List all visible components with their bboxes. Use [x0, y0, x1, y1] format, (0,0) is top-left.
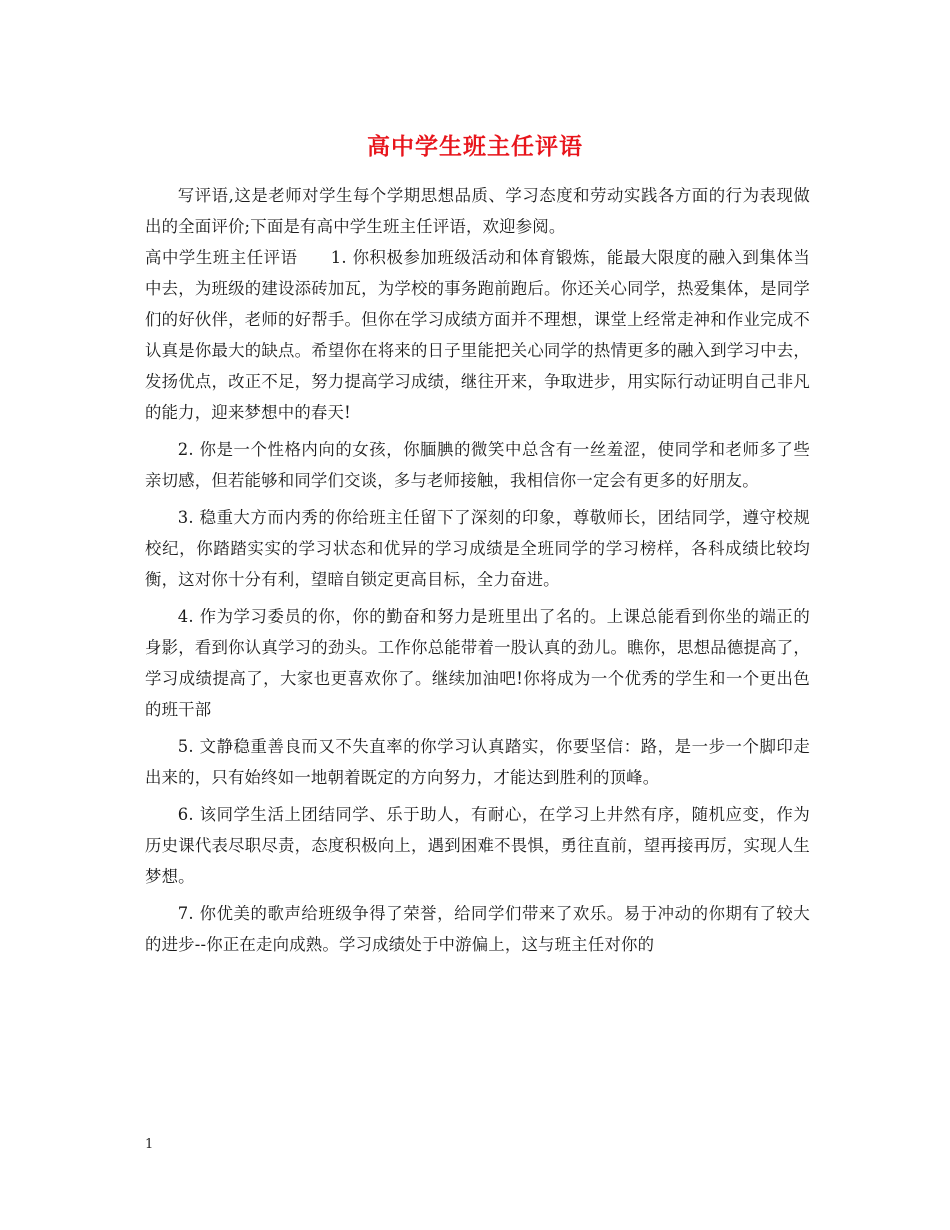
comment-item-6: 6. 该同学生活上团结同学、乐于助人，有耐心，在学习上井然有序，随机应变，作为历史课代表尽职尽责，态度积极向上，遇到困难不畏惧，勇往直前，望再接再厉，实现人生梦想。 — [145, 805, 810, 886]
page-number: 1 — [145, 1137, 154, 1152]
intro-paragraph: 写评语,这是老师对学生每个学期思想品质、学习态度和劳动实践各方面的行为表现做出的全面评价;下面是有高中学生班主任评语，欢迎参阅。 — [145, 186, 810, 236]
document-title: 高中学生班主任评语 — [367, 133, 583, 160]
comment-item-2: 2. 你是一个性格内向的女孩，你腼腆的微笑中总含有一丝羞涩，使同学和老师多了些亲切感，但若能够和同学们交谈，多与老师接触，我相信你一定会有更多的好朋友。 — [145, 440, 810, 490]
inline-heading: 高中学生班主任评语 — [145, 248, 298, 267]
comment-item-7: 7. 你优美的歌声给班级争得了荣誉，给同学们带来了欢乐。易于冲动的你期有了较大的进步--你正在走向成熟。学习成绩处于中游偏上，这与班主任对你的 — [145, 904, 810, 954]
document-body — [145, 180, 810, 960]
comment-item-3: 3. 稳重大方而内秀的你给班主任留下了深刻的印象，尊敬师长，团结同学，遵守校规校纪，你踏踏实实的学习状态和优异的学习成绩是全班同学的学习榜样，各科成绩比较均衡，这对你十分有利，望暗自锁定更高目标，全力奋进。 — [145, 508, 810, 589]
comment-item-1: 1. 你积极参加班级活动和体育锻炼，能最大限度的融入到集体当中去，为班级的建设添砖加瓦，为学校的事务跑前跑后。你还关心同学，热爱集体，是同学们的好伙伴，老师的好帮手。但你在学习成绩方面并不理想，课堂上经常走神和作业完成不认真是你最大的缺点。希望你在将来的日子里能把关心同学的热情更多的融入到学习中去，发扬优点，改正不足，努力提高学习成绩，继往开来，争取进步，用实际行动证明自己非凡的能力，迎来梦想中的春天! — [145, 248, 810, 422]
comment-item-1-paragraph — [145, 242, 810, 428]
comment-item-4: 4. 作为学习委员的你，你的勤奋和努力是班里出了名的。上课总能看到你坐的端正的身影，看到你认真学习的劲头。工作你总能带着一股认真的劲儿。瞧你，思想品德提高了，学习成绩提高了，大家也更喜欢你了。继续加油吧!你将成为一个优秀的学生和一个更出色的班干部 — [145, 607, 810, 719]
comment-item-5: 5. 文静稳重善良而又不失直率的你学习认真踏实，你要坚信：路，是一步一个脚印走出来的，只有始终如一地朝着既定的方向努力，才能达到胜利的顶峰。 — [145, 737, 810, 787]
